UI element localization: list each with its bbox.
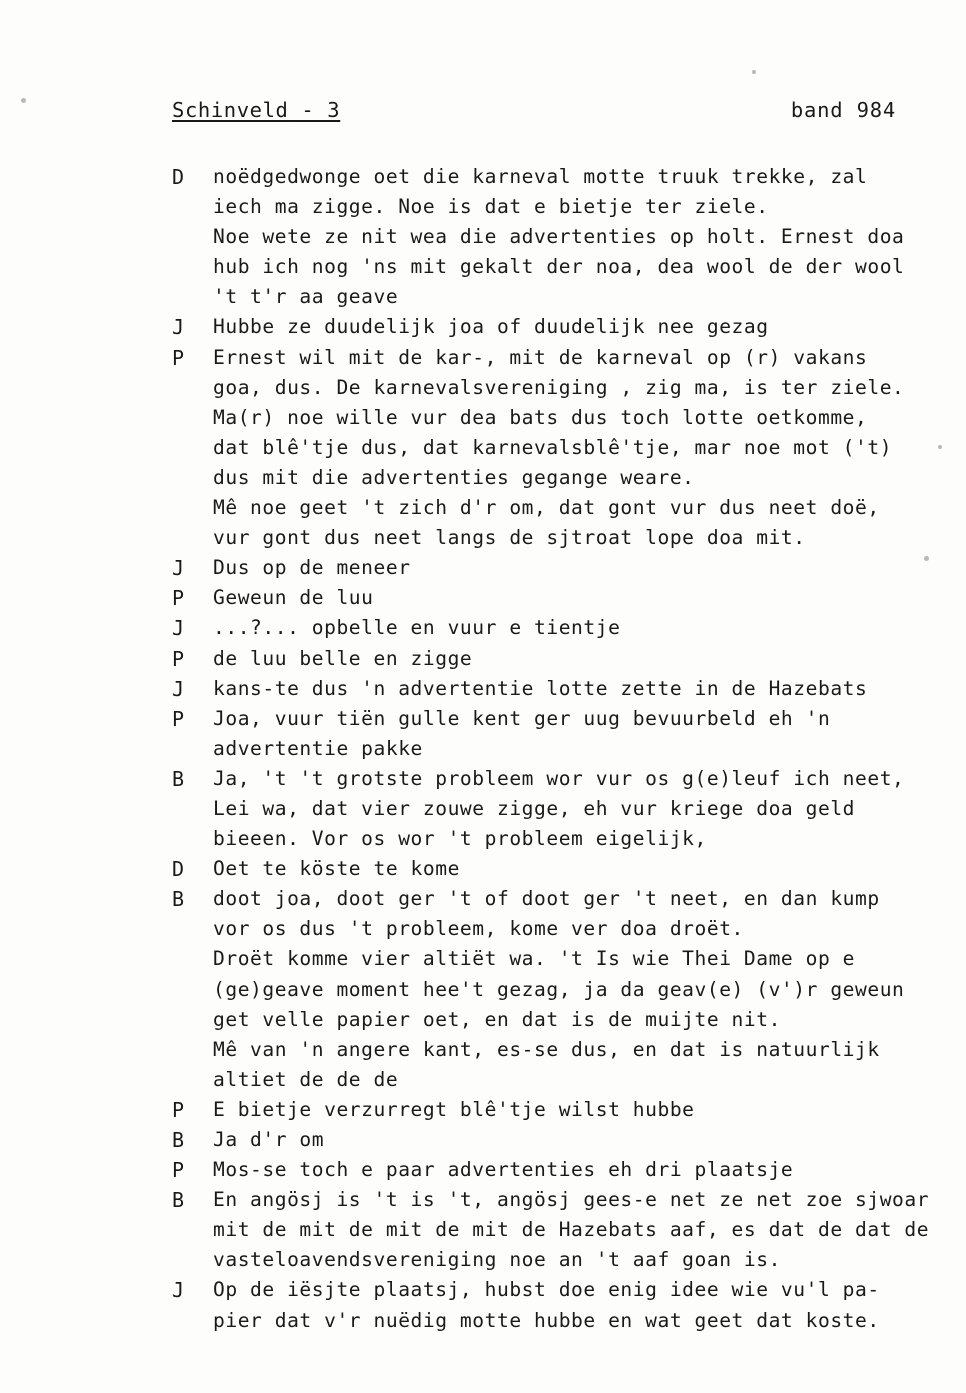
turn-lines (213, 1095, 930, 1125)
transcript-line: En angösj is 't is 't, angösj gees-e net ze net zoe sjwoar (213, 1188, 930, 1212)
turn-lines (213, 644, 930, 674)
speaker-label: D (172, 857, 185, 882)
transcript-line: vur gont dus neet langs de sjtroat lope doa mit. (213, 526, 806, 550)
speaker-label: P (172, 586, 185, 611)
transcript-line: Ernest wil mit de kar-, mit de karneval op (r) vakans (213, 345, 868, 369)
transcript-line: vasteloavendsvereniging noe an 't aaf goan is. (213, 1248, 781, 1272)
transcript-turn (172, 854, 930, 884)
transcript-line: hub ich nog 'ns mit gekalt der noa, dea wool de der wool (213, 255, 905, 279)
transcript-turn (172, 1275, 930, 1335)
transcript-line: Joa, vuur tiën gulle kent ger uug bevuurbeld eh 'n (213, 706, 831, 730)
transcript-turn (172, 343, 930, 554)
transcript-line: vor os dus 't probleem, kome ver doa droët. (213, 917, 744, 941)
speaker-label: P (172, 345, 185, 370)
speaker-label: J (172, 1278, 185, 1303)
transcript-line: goa, dus. De karnevalsvereniging , zig ma, is ter ziele. (213, 375, 905, 399)
speaker-label: P (172, 706, 185, 731)
transcript-line: kans-te dus 'n advertentie lotte zette in de Hazebats (213, 676, 868, 700)
turn-lines (213, 1125, 930, 1155)
transcript-turn (172, 884, 930, 1095)
transcript-line: Hubbe ze duudelijk joa of duudelijk nee gezag (213, 315, 769, 339)
turn-lines (213, 312, 930, 342)
transcript-line: Mos-se toch e paar advertenties eh dri plaatsje (213, 1158, 794, 1182)
speaker-label: J (172, 616, 185, 641)
transcript-line: doot joa, doot ger 't of doot ger 't neet, en dan kump (213, 887, 880, 911)
transcript-line: dus mit die advertenties gegange weare. (213, 465, 695, 489)
transcript-line: de luu belle en zigge (213, 646, 473, 670)
transcript-line: Noe wete ze nit wea die advertenties op holt. Ernest doa (213, 225, 905, 249)
transcript-turn (172, 553, 930, 583)
speaker-label: P (172, 646, 185, 671)
turn-lines (213, 704, 930, 764)
turn-lines (213, 884, 930, 1095)
transcript-line: Geweun de luu (213, 586, 374, 610)
transcript-line: advertentie pakke (213, 736, 423, 760)
speaker-label: B (172, 1128, 185, 1152)
transcript-line: dat blê'tje dus, dat karnevalsblê'tje, mar noe mot ('t) (213, 435, 893, 459)
turn-lines (213, 553, 930, 583)
speaker-label: P (172, 1158, 185, 1183)
transcript-line: iech ma zigge. Noe is dat e bietje ter ziele. (213, 195, 769, 219)
transcript-line: Mê noe geet 't zich d'r om, dat gont vur dus neet doë, (213, 496, 880, 520)
transcript-line: pier dat v'r nuëdig motte hubbe en wat geet dat koste. (213, 1308, 880, 1332)
transcript-turn (172, 1095, 930, 1125)
transcript-line: get velle papier oet, en dat is de muijte nit. (213, 1007, 781, 1031)
transcript-line: (ge)geave moment hee't gezag, ja da geav(e) (v')r geweun (213, 977, 905, 1001)
scan-speck (21, 98, 26, 103)
transcript-line: E bietje verzurregt blê'tje wilst hubbe (213, 1097, 695, 1121)
transcript-turn (172, 312, 930, 342)
transcript-line: Op de iësjte plaatsj, hubst doe enig idee wie vu'l pa- (213, 1278, 880, 1302)
transcript-turn (172, 583, 930, 613)
transcript-turn (172, 704, 930, 764)
transcript-turn (172, 764, 930, 854)
speaker-label: D (172, 165, 185, 189)
turn-lines (213, 674, 930, 704)
transcript-line: Lei wa, dat vier zouwe zigge, eh vur kriege doa geld (213, 796, 856, 820)
speaker-label: J (172, 315, 185, 340)
transcript-turn (172, 1125, 930, 1155)
scan-speck (752, 70, 756, 74)
document-title-text: Schinveld (172, 98, 289, 122)
transcript-line: altiet de de de (213, 1067, 399, 1091)
turn-lines (213, 1275, 930, 1335)
speaker-label: J (172, 676, 185, 701)
scan-speck (938, 445, 942, 449)
turn-lines (213, 613, 930, 643)
transcript-turn (172, 162, 930, 312)
transcript-turn (172, 1155, 930, 1185)
transcript-line: noëdgedwonge oet die karneval motte truuk trekke, zal (213, 165, 868, 188)
transcript-line: Ma(r) noe wille vur dea bats dus toch lotte oetkomme, (213, 405, 868, 429)
transcript-line: ...?... opbelle en vuur e tientje (213, 616, 621, 640)
speaker-label: J (172, 556, 185, 581)
transcript-body (172, 162, 930, 1336)
turn-lines (213, 854, 930, 884)
speaker-label: B (172, 887, 185, 912)
page-header (172, 98, 896, 122)
transcript-line: Oet te köste te kome (213, 857, 460, 881)
speaker-label: P (172, 1097, 185, 1122)
turn-lines (213, 1185, 930, 1275)
transcript-turn (172, 1185, 930, 1275)
turn-lines (213, 583, 930, 613)
document-title-suffix: - 3 (288, 98, 341, 122)
transcript-line: Dus op de meneer (213, 556, 411, 580)
speaker-label: B (172, 766, 185, 791)
document-title (172, 98, 340, 122)
turn-lines (213, 162, 930, 312)
speaker-label: B (172, 1188, 185, 1213)
transcript-line: bieeen. Vor os wor 't probleem eigelijk, (213, 827, 707, 851)
turn-lines (213, 764, 930, 854)
transcript-line: Ja d'r om (213, 1128, 325, 1151)
transcript-turn (172, 644, 930, 674)
turn-lines (213, 1155, 930, 1185)
transcript-line: mit de mit de mit de mit de Hazebats aaf, es dat de dat de (213, 1218, 930, 1242)
transcript-line: 't t'r aa geave (213, 285, 399, 309)
turn-lines (213, 343, 930, 554)
transcript-line: Mê van 'n angere kant, es-se dus, en dat is natuurlijk (213, 1037, 880, 1061)
transcript-line: Droët komme vier altiët wa. 't Is wie Thei Dame op e (213, 947, 856, 971)
tape-band-label: band 984 (790, 98, 896, 122)
transcript-turn (172, 674, 930, 704)
transcript-turn (172, 613, 930, 643)
transcript-line: Ja, 't 't grotste probleem wor vur os g(e)leuf ich neet, (213, 766, 905, 790)
